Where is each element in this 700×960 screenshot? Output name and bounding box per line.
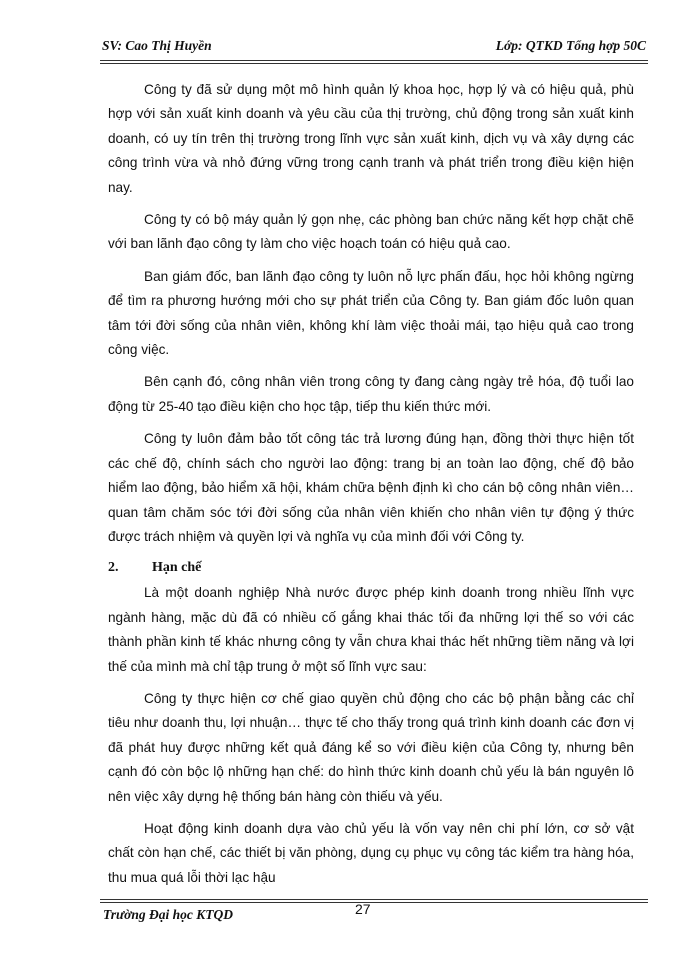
header-student-name: SV: Cao Thị Huyền [102, 38, 212, 53]
header-class-name: Lớp: QTKD Tổng hợp 50C [495, 38, 646, 53]
body-paragraph: Bên cạnh đó, công nhân viên trong công ty đang càng ngày trẻ hóa, độ tuổi lao động từ 25-40 tạo điều kiện cho học tập, tiếp thu kiến thức mới. [108, 374, 634, 414]
header-rule [100, 60, 648, 61]
body-paragraph: Ban giám đốc, ban lãnh đạo công ty luôn nỗ lực phấn đấu, học hỏi không ngừng để tìm ra phương hướng mới cho sự phát triển của Công ty. Ban giám đốc luôn quan tâm tới đời sống của nhân viên, không khí làm việc thoải mái, tạo hiệu quả cao trong công việc. [108, 268, 634, 358]
page-header [100, 38, 648, 56]
body-paragraph: Công ty luôn đảm bảo tốt công tác trả lương đúng hạn, đồng thời thực hiện tốt các chế độ, chính sách cho người lao động: trang bị an toàn lao động, chế độ bảo hiểm lao động, bảo hiểm xã hội, khám chữa bệnh định kì cho cán bộ công nhân viên…quan tâm chăm sóc tới đời sống của nhân viên khiến cho nhân viên tự động ý thức được trách nhiệm và quyền lợi và nghĩa vụ của mình đối với Công ty. [108, 431, 634, 544]
body-paragraph: Là một doanh nghiệp Nhà nước được phép kinh doanh trong nhiều lĩnh vực ngành hàng, mặc dù đã có nhiều cố gắng khai thác tối đa những lợi thế so với các thành phần kinh tế khác nhưng công ty vẫn chưa khai thác hết những tiềm năng và lợi thế của mình mà chỉ tập trung ở một số lĩnh vực sau: [108, 585, 634, 674]
footer-university: Trường Đại học KTQD [103, 907, 233, 922]
body-paragraph: Hoạt động kinh doanh dựa vào chủ yếu là vốn vay nên chi phí lớn, cơ sở vật chất còn hạn chế, các thiết bị văn phòng, dụng cụ phục vụ công tác kiểm tra hàng hóa, thu mua quá lỗi thời lạc hậu [108, 820, 634, 885]
page-body [108, 78, 634, 890]
section-title: Hạn chế [152, 560, 202, 576]
section-number: 2. [108, 560, 119, 576]
footer-rule [100, 902, 648, 903]
section-heading [108, 557, 634, 579]
body-paragraph: Công ty thực hiện cơ chế giao quyền chủ động cho các bộ phận bằng các chỉ tiêu như doanh thu, lợi nhuận… thực tế cho thấy trong quá trình kinh doanh các đơn vị đã phát huy được những kết quả đáng kể so với điều kiện của Công ty, nhưng bên cạnh đó còn bộc lộ những hạn chế: do hình thức kinh doanh chủ yếu là bán nguyên lô nên việc xây dựng hệ thống bán hàng còn thiếu và yếu. [108, 690, 634, 804]
header-rule-inner [100, 63, 648, 64]
body-paragraph: Công ty có bộ máy quản lý gọn nhẹ, các phòng ban chức năng kết hợp chặt chẽ với ban lãnh đạo công ty làm cho việc hoạch toán có hiệu quả cao. [108, 212, 634, 252]
footer-rule-inner [100, 899, 648, 900]
page-number: 27 [355, 901, 371, 917]
body-paragraph: Công ty đã sử dụng một mô hình quản lý khoa học, hợp lý và có hiệu quả, phù hợp với sản xuất kinh doanh và yêu cầu của thị trường, chủ động trong sản xuất kinh doanh, có uy tín trên thị trường trong lĩnh vực sản xuất kinh, dịch vụ và xây dựng các công trình vừa và nhỏ đứng vững trong cạnh tranh và phát triển trong điều kiện hiện nay. [108, 82, 634, 195]
